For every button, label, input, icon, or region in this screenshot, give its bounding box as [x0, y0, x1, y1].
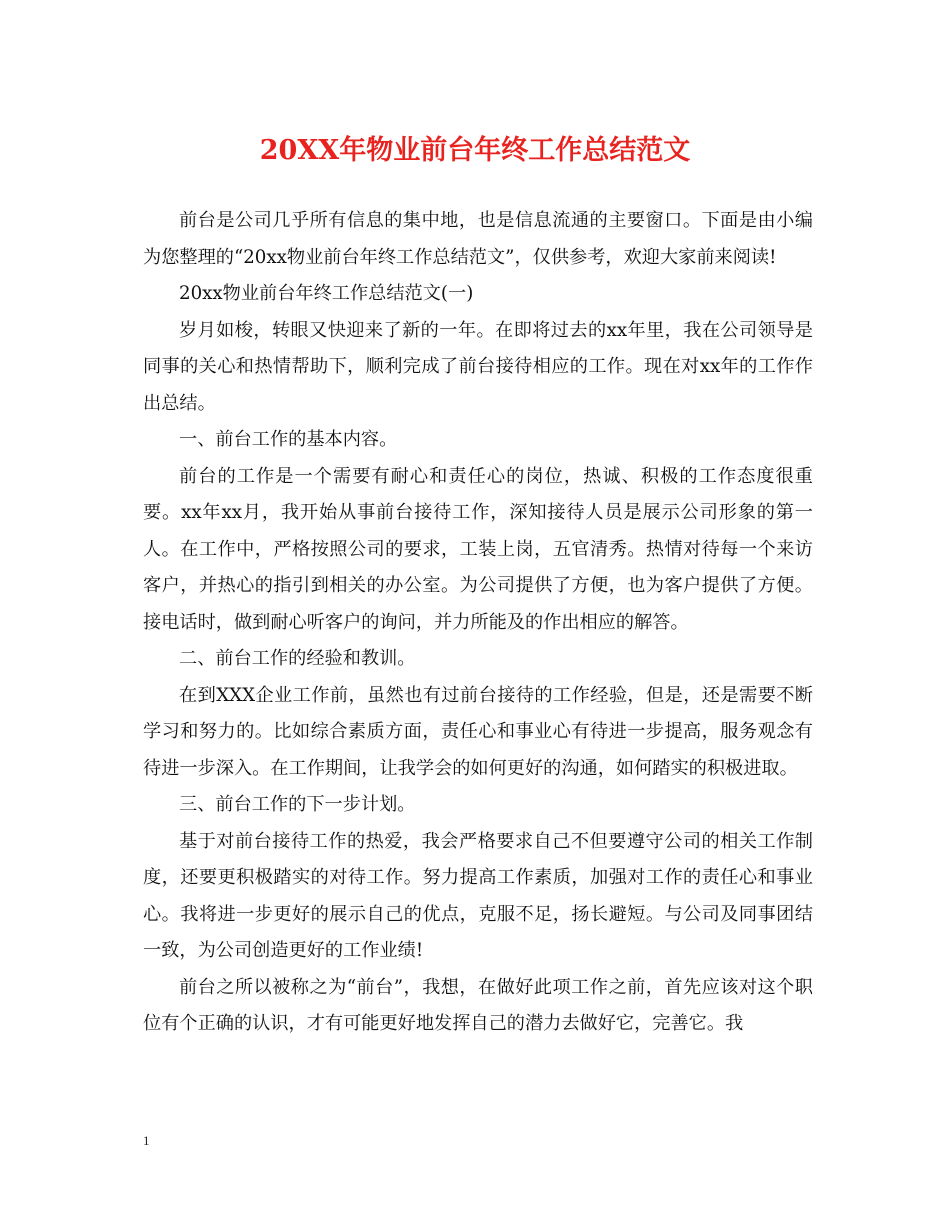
paragraph-section-3: 基于对前台接待工作的热爱，我会严格要求自己不但要遵守公司的相关工作制度，还要更积极踏实的对待工作。努力提高工作素质，加强对工作的责任心和事业心。我将进一步更好的展示自己的优点，克服不足，扬长避短。与公司及同事团结一致，为公司创造更好的工作业绩! — [143, 830, 813, 961]
paragraph-section-2: 在到XXX企业工作前，虽然也有过前台接待的工作经验，但是，还是需要不断学习和努力的。比如综合素质方面，责任心和事业心有待进一步提高，服务观念有待进一步深入。在工作期间，让我学会的如何更好的沟通，如何踏实的积极进取。 — [143, 684, 813, 779]
document-title: 20XX年物业前台年终工作总结范文 — [259, 135, 691, 166]
paragraph-subtitle: 20xx物业前台年终工作总结范文(一) — [179, 283, 474, 304]
paragraph-opening: 岁月如梭，转眼又快迎来了新的一年。在即将过去的xx年里，我在公司领导是同事的关心和热情帮助下，顺利完成了前台接待相应的工作。现在对xx年的工作作出总结。 — [143, 319, 813, 414]
section-heading-3: 三、前台工作的下一步计划。 — [179, 794, 416, 815]
paragraph-intro: 前台是公司几乎所有信息的集中地，也是信息流通的主要窗口。下面是由小编为您整理的“20xx物业前台年终工作总结范文”，仅供参考，欢迎大家前来阅读! — [143, 210, 813, 268]
page-number: 1 — [143, 1133, 150, 1148]
section-heading-2: 二、前台工作的经验和教训。 — [179, 648, 416, 669]
paragraph-closing: 前台之所以被称之为“前台”，我想，在做好此项工作之前，首先应该对这个职位有个正确的认识，才有可能更好地发挥自己的潜力去做好它，完善它。我 — [143, 976, 813, 1034]
section-heading-1: 一、前台工作的基本内容。 — [179, 429, 398, 450]
paragraph-section-1: 前台的工作是一个需要有耐心和责任心的岗位，热诚、积极的工作态度很重要。xx年xx月，我开始从事前台接待工作，深知接待人员是展示公司形象的第一人。在工作中，严格按照公司的要求，工装上岗，五官清秀。热情对待每一个来访客户，并热心的指引到相关的办公室。为公司提供了方便，也为客户提供了方便。接电话时，做到耐心听客户的询问，并力所能及的作出相应的解答。 — [143, 465, 813, 633]
document-body — [143, 203, 813, 1043]
